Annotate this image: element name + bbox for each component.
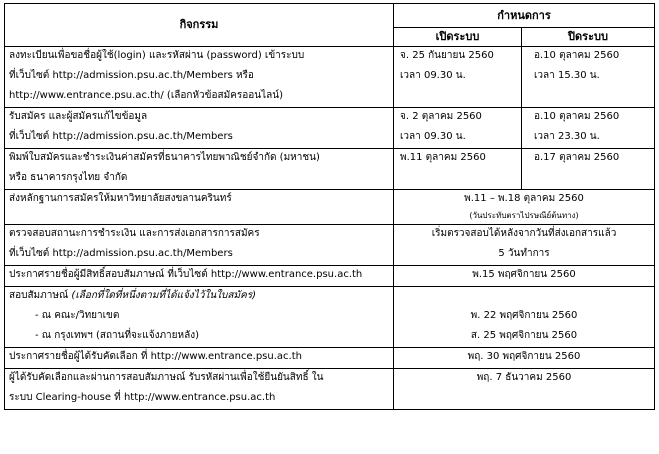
close-date-cell <box>522 108 655 149</box>
close-time: เวลา 23.30 น. <box>534 131 600 142</box>
activity-line: ผู้ได้รับคัดเลือกและผ่านการสอบสัมภาษณ์ รับรหัสผ่านเพื่อใช้ยืนยันสิทธิ์ ใน <box>9 372 324 383</box>
activity-cell <box>5 348 394 369</box>
open-date-cell <box>394 108 522 149</box>
header-schedule: กำหนดการ <box>394 4 655 28</box>
activity-line: พิมพ์ใบสมัครและชำระเงินค่าสมัครที่ธนาคารไทยพาณิชย์จำกัด (มหาชน) <box>9 152 320 163</box>
table-row <box>5 348 655 369</box>
sub-item-label: - ณ คณะ/วิทยาเขต <box>35 310 120 321</box>
schedule-table <box>4 3 655 410</box>
activity-line: ตรวจสอบสถานะการชำระเงิน และการส่งเอกสารการสมัคร <box>9 228 260 239</box>
activity-line: ประกาศรายชื่อผู้มีสิทธิ์สอบสัมภาษณ์ ที่เว็บไซต์ http://www.entrance.psu.ac.th <box>9 269 363 280</box>
close-date: อ.10 ตุลาคม 2560 <box>534 50 620 61</box>
activity-cell <box>5 149 394 190</box>
close-date: อ.17 ตุลาคม 2560 <box>534 152 620 163</box>
date-cell-merged <box>394 369 655 410</box>
table-row <box>5 369 655 410</box>
activity-line: หรือ ธนาคารกรุงไทย จำกัด <box>9 172 128 183</box>
close-time: เวลา 15.30 น. <box>534 70 600 81</box>
merged-date: พฤ. 30 พฤศจิกายน 2560 <box>467 351 581 362</box>
header-open: เปิดระบบ <box>394 28 522 47</box>
open-date-cell <box>394 149 522 190</box>
merged-date: เริ่มตรวจสอบได้หลังจากวันที่ส่งเอกสารแล้ว <box>431 228 617 239</box>
date-cell-merged <box>394 287 655 348</box>
close-date-cell <box>522 149 655 190</box>
merged-date: พฤ. 7 ธันวาคม 2560 <box>476 372 572 383</box>
table-row <box>5 47 655 108</box>
activity-line: http://www.entrance.psu.ac.th/ (เลือกหัวข้อสมัครออนไลน์) <box>9 90 283 101</box>
open-time: เวลา 09.30 น. <box>400 70 466 81</box>
activity-line: ส่งหลักฐานการสมัครให้มหาวิทยาลัยสงขลานครินทร์ <box>9 193 232 204</box>
activity-prefix: สอบสัมภาษณ์ <box>9 290 69 301</box>
table-row <box>5 225 655 266</box>
open-date: จ. 2 ตุลาคม 2560 <box>400 111 482 122</box>
header-activity: กิจกรรม <box>5 4 394 47</box>
sub-item-date: พ. 22 พฤศจิกายน 2560 <box>470 310 578 321</box>
activity-cell <box>5 47 394 108</box>
table-row <box>5 149 655 190</box>
activity-line: ระบบ Clearing-house ที่ http://www.entrance.psu.ac.th <box>9 392 276 403</box>
merged-date-2: 5 วันทำการ <box>498 248 550 259</box>
activity-cell <box>5 369 394 410</box>
date-cell-merged <box>394 190 655 225</box>
open-date-cell <box>394 47 522 108</box>
activity-line <box>9 287 389 307</box>
open-date: จ. 25 กันยายน 2560 <box>400 50 494 61</box>
activity-cell <box>5 225 394 266</box>
merged-date: พ.15 พฤศจิกายน 2560 <box>472 269 576 280</box>
close-date: อ.10 ตุลาคม 2560 <box>534 111 620 122</box>
activity-line: ที่เว็บไซต์ http://admission.psu.ac.th/Members หรือ <box>9 70 254 81</box>
date-cell-merged <box>394 266 655 287</box>
sub-item-label: - ณ กรุงเทพฯ (สถานที่จะแจ้งภายหลัง) <box>35 330 200 341</box>
close-date-cell <box>522 47 655 108</box>
date-cell-merged <box>394 225 655 266</box>
open-time: เวลา 09.30 น. <box>400 131 466 142</box>
header-close: ปิดระบบ <box>522 28 655 47</box>
activity-note: (เลือกที่ใดที่หนึ่งตามที่ได้แจ้งไว้ในใบสมัคร) <box>71 290 257 301</box>
activity-line: รับสมัคร และผู้สมัครแก้ไขข้อมูล <box>9 111 148 122</box>
activity-line: ลงทะเบียนเพื่อขอชื่อผู้ใช้(login) และรหัสผ่าน (password) เข้าระบบ <box>9 50 305 61</box>
table-row <box>5 266 655 287</box>
date-cell-merged <box>394 348 655 369</box>
activity-cell <box>5 190 394 225</box>
merged-date: พ.11 – พ.18 ตุลาคม 2560 <box>464 193 584 204</box>
activity-cell <box>5 287 394 348</box>
activity-cell <box>5 108 394 149</box>
activity-line: ที่เว็บไซต์ http://admission.psu.ac.th/Members <box>9 131 233 142</box>
activity-line: ประกาศรายชื่อผู้ได้รับคัดเลือก ที่ http://www.entrance.psu.ac.th <box>9 351 302 362</box>
merged-note: (วันประทับตราไปรษณีย์ต้นทาง) <box>469 211 579 220</box>
header-row-top <box>5 4 655 28</box>
sub-item-date: ส. 25 พฤศจิกายน 2560 <box>470 330 578 341</box>
open-date: พ.11 ตุลาคม 2560 <box>400 152 486 163</box>
activity-cell <box>5 266 394 287</box>
activity-line: ที่เว็บไซต์ http://admission.psu.ac.th/Members <box>9 248 233 259</box>
table-row <box>5 108 655 149</box>
table-row <box>5 287 655 348</box>
table-row <box>5 190 655 225</box>
